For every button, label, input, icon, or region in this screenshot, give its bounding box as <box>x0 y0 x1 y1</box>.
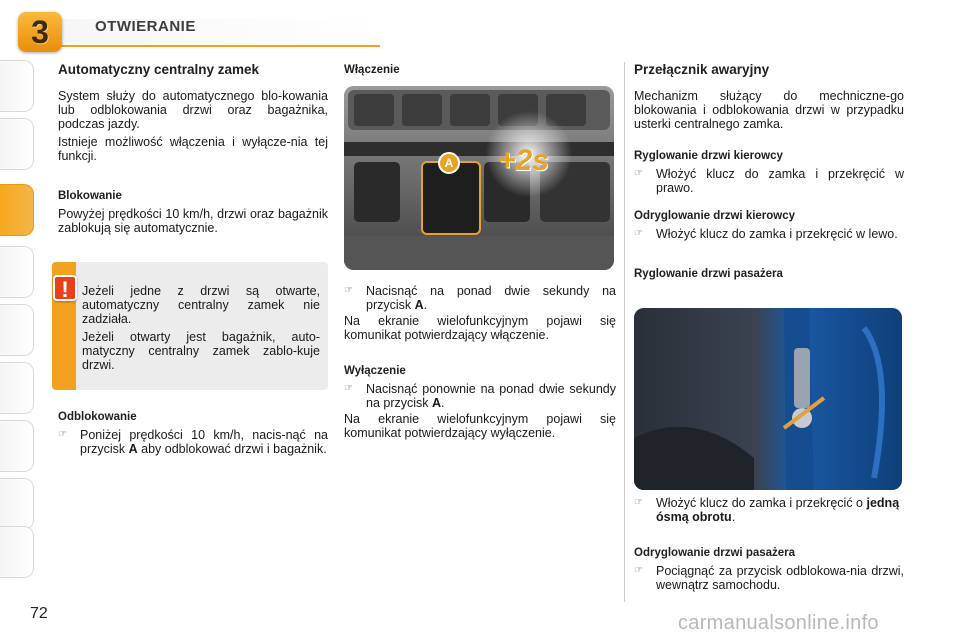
column-middle-body <box>344 284 616 440</box>
chapter-tab[interactable] <box>0 420 34 472</box>
subheading-driver-lock: Ryglowanie drzwi kierowcy <box>634 150 783 162</box>
chapter-tab[interactable] <box>0 304 34 356</box>
subheading-unlocking: Odblokowanie <box>58 411 137 423</box>
chapter-tab[interactable] <box>0 478 34 530</box>
subheading-disable: Wyłączenie <box>344 365 406 377</box>
button-a-label: A <box>438 152 460 174</box>
page-number: 72 <box>30 605 48 622</box>
column-left-bottom <box>58 410 328 456</box>
list-item: ☞ Włożyć klucz do zamka i przekręcić o jedną ósmą obrotu. <box>634 496 900 524</box>
door-lock-photo <box>634 308 902 490</box>
subheading-passenger-lock: Ryglowanie drzwi pasażera <box>634 268 783 280</box>
dashboard-illustration <box>344 86 614 270</box>
hand-pointer-icon: ☞ <box>634 228 643 239</box>
hand-pointer-icon: ☞ <box>344 285 353 296</box>
paragraph: Istnieje możliwość włączenia i wyłącze-nia tej funkcji. <box>58 135 328 163</box>
column-right <box>634 63 904 281</box>
chapter-tab[interactable] <box>0 246 34 298</box>
chapter-tab-active[interactable] <box>0 184 34 236</box>
column-right-bottom <box>634 496 904 592</box>
chapter-number: 3 <box>31 13 49 50</box>
hand-pointer-icon: ☞ <box>344 383 353 394</box>
list-item: ☞ Włożyć klucz do zamka i przekręcić w lewo. <box>634 227 898 241</box>
hand-pointer-icon: ☞ <box>634 168 643 179</box>
paragraph: Na ekranie wielofunkcyjnym pojawi się komunikat potwierdzający wyłączenie. <box>344 412 616 440</box>
warning-icon: ! <box>53 275 77 301</box>
list-item: ☞ Nacisnąć na ponad dwie sekundy na przycisk A. <box>344 284 616 312</box>
paragraph: Na ekranie wielofunkcyjnym pojawi się komunikat potwierdzający włączenie. <box>344 314 616 342</box>
warning-content <box>82 284 320 372</box>
door-lock-illustration <box>634 308 902 490</box>
list-item: ☞ Poniżej prędkości 10 km/h, nacis-nąć na przycisk A aby odblokować drzwi i bagażnik. <box>58 428 328 456</box>
column-middle <box>344 63 616 77</box>
watermark: carmanualsonline.info <box>678 612 879 634</box>
hand-pointer-icon: ☞ <box>634 497 643 508</box>
subheading-locking: Blokowanie <box>58 190 122 202</box>
subheading-driver-unlock: Odryglowanie drzwi kierowcy <box>634 210 796 222</box>
chapter-tab[interactable] <box>0 526 34 578</box>
list-item: ☞ Pociągnąć za przycisk odblokowa-nia drzwi, wewnątrz samochodu. <box>634 564 904 592</box>
section-heading: Automatyczny centralny zamek <box>58 62 260 77</box>
column-divider <box>624 62 625 602</box>
list-item: ☞ Włożyć klucz do zamka i przekręcić w prawo. <box>634 167 904 195</box>
chapter-tab[interactable] <box>0 118 34 170</box>
list-item: ☞ Nacisnąć ponownie na ponad dwie sekundy na przycisk A. <box>344 382 616 410</box>
dashboard-button-photo <box>344 86 614 270</box>
chapter-tab[interactable] <box>0 362 34 414</box>
paragraph: Mechanizm służący do mechniczne-go blokowania i odblokowania drzwi w przypadku usterki centralnego zamka. <box>634 89 904 131</box>
hand-pointer-icon: ☞ <box>634 565 643 576</box>
paragraph: System służy do automatycznego blo-kowania lub odblokowania drzwi oraz bagażnika, podczas jazdy. <box>58 89 328 131</box>
subheading-enable: Włączenie <box>344 64 400 76</box>
page-title: OTWIERANIE <box>95 18 196 35</box>
section-heading: Przełącznik awaryjny <box>634 62 770 77</box>
chapter-tab[interactable] <box>0 60 34 112</box>
subheading-passenger-unlock: Odryglowanie drzwi pasażera <box>634 547 796 559</box>
warning-text: Jeżeli jedne z drzwi są otwarte, automatyczny centralny zamek nie zadziała. <box>82 284 320 326</box>
warning-text: Jeżeli otwarty jest bagażnik, auto-matyczny centralny zamek zablo-kuje drzwi. <box>82 330 320 372</box>
chapter-number-badge <box>18 12 62 52</box>
column-left <box>58 63 328 235</box>
hand-pointer-icon: ☞ <box>58 429 67 440</box>
hold-duration-label: +2s <box>498 144 549 177</box>
paragraph: Powyżej prędkości 10 km/h, drzwi oraz bagażnik zablokują się automatycznie. <box>58 207 328 235</box>
